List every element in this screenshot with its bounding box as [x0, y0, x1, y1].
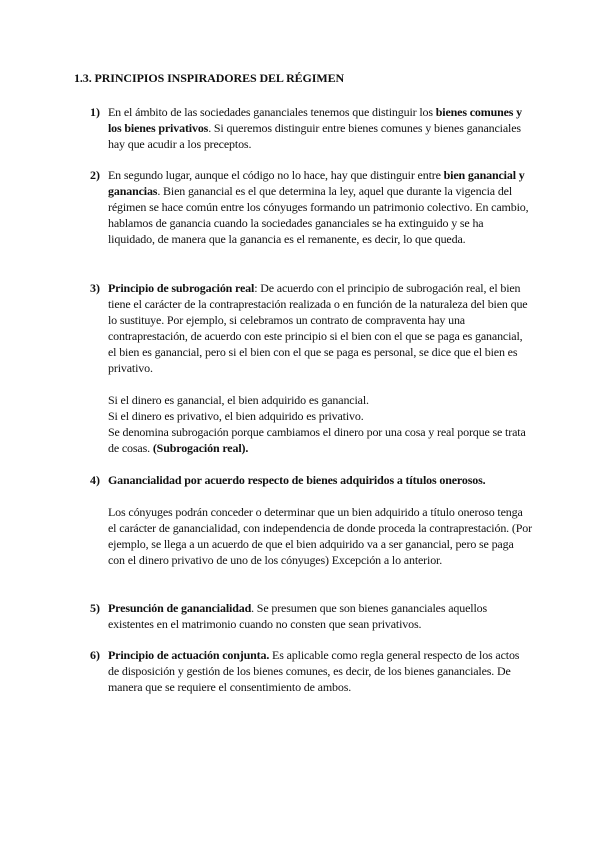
item-number: 2) — [90, 168, 100, 182]
list-item-4 — [90, 472, 530, 568]
item-number: 5) — [90, 601, 100, 615]
item-bold-term: (Subrogación real). — [152, 441, 249, 455]
item-line: Si el dinero es privativo, el bien adquirido es privativo. — [108, 409, 364, 423]
item-text: En el ámbito de las sociedades gananciales tenemos que distinguir los bienes comunes y los bienes privativos. Si queremos distinguir entre bienes comunes y bienes gananciales hay que acudir a los preceptos. — [108, 105, 523, 151]
list-item-1 — [90, 104, 530, 152]
list-item-2 — [90, 167, 530, 247]
item-bold-term: Ganancialidad por acuerdo respecto de bienes adquiridos a títulos onerosos. — [108, 473, 486, 487]
item-bold-term: Principio de actuación conjunta. — [108, 648, 270, 662]
item-bold-term: bienes comunes y los bienes privativos — [108, 105, 523, 135]
item-line: Si el dinero es ganancial, el bien adquirido es ganancial. — [108, 393, 369, 407]
item-bold-term: Presunción de ganancialidad — [108, 601, 252, 615]
list-item-5 — [90, 600, 530, 632]
item-text: En segundo lugar, aunque el código no lo hace, hay que distinguir entre bien ganancial y ganancias. Bien ganancial es el que determina la ley, aquel que durante la vigencia del régimen se hace común entre los cónyuges formando un patrimonio colectivo. En cambio, hablamos de ganancia cuando la sociedades gananciales se ha extinguido y se ha liquidado, de manera que la ganancia es el remanente, es decir, lo que queda. — [108, 168, 529, 246]
item-number: 4) — [90, 473, 100, 487]
item-bold-term: bien ganancial y ganancias — [108, 168, 525, 198]
section-heading: 1.3. PRINCIPIOS INSPIRADORES DEL RÉGIMEN — [74, 71, 345, 85]
list-item-3 — [90, 280, 530, 456]
item-number: 1) — [90, 105, 100, 119]
item-bold-term: Principio de subrogación real — [108, 281, 255, 295]
item-text: Principio de actuación conjunta. Es aplicable como regla general respecto de los actos de disposición y gestión de los bienes comunes, es decir, de los bienes gananciales. De manera que se requiere el consentimiento de ambos. — [108, 648, 520, 694]
item-number: 3) — [90, 281, 100, 295]
item-text: Principio de subrogación real: De acuerdo con el principio de subrogación real, el bien tiene el carácter de la contraprestación realizada o en función de la naturaleza del bien que lo sustituye. Por ejemplo, si celebramos un contrato de compraventa hay una contraprestación, de acuerdo con este principio si el bien con el que se paga es ganancial, el bien es ganancial, pero si el bien con el que se paga es personal, se dice que el bien es privativo. Si el dinero es ganancial, el bien adquirido es ganancial. Si el dinero es privativo, el bien adquirido es privativo. Se denomina subrogación porque cambiamos el dinero por una cosa y real porque se trata de cosas. (Subrogación real). — [108, 280, 532, 456]
item-text: Presunción de ganancialidad. Se presumen que son bienes gananciales aquellos existentes en el matrimonio cuando no consten que sean privativos. — [108, 601, 488, 631]
list-item-6 — [90, 647, 530, 695]
item-paragraph: Los cónyuges podrán conceder o determinar que un bien adquirido a título oneroso tenga el carácter de ganancialidad, con independencia de donde proceda la contraprestación. (Por ejemplo, se llega a un acuerdo de que el bien adquirido va a ser ganancial, pero se paga con el dinero privativo de uno de los cónyuges) Excepción a lo anterior. — [108, 505, 532, 567]
item-number: 6) — [90, 648, 100, 662]
item-text — [108, 472, 532, 568]
